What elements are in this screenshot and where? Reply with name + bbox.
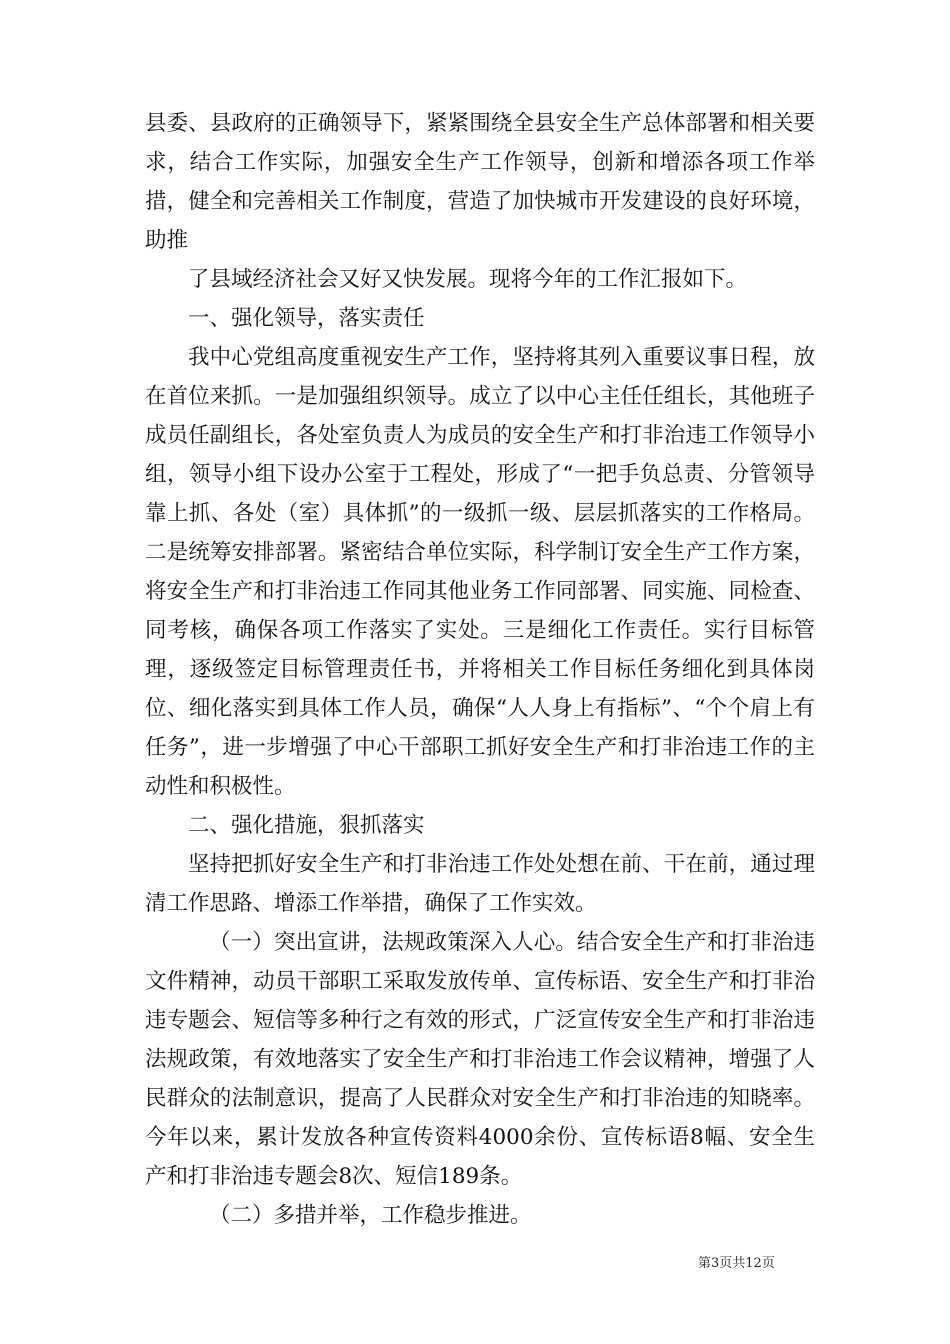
page-number-footer: 第3页共12页 bbox=[698, 1256, 775, 1271]
paragraph-measures-intro: 坚持把抓好安全生产和打非治违工作处处想在前、干在前，通过理清工作思路、增添工作举措，确保了工作实效。 bbox=[145, 852, 815, 916]
document-body bbox=[145, 104, 815, 1235]
paragraph-leadership: 我中心党组高度重视安生产工作，坚持将其列入重要议事日程，放在首位来抓。一是加强组织领导。成立了以中心主任任组长，其他班子成员任副组长，各处室负责人为成员的安全生产和打非治违工作领导小组，领导小组下设办公室于工程处，形成了“一把手负总责、分管领导靠上抓、各处（室）具体抓”的一级抓一级、层层抓落实的工作格局。二是统筹安排部署。紧密结合单位实际，科学制订安全生产工作方案，将安全生产和打非治违工作同其他业务工作同部署、同实施、同检查、同考核，确保各项工作落实了实处。三是细化工作责任。实行目标管理，逐级签定目标管理责任书，并将相关工作目标任务细化到具体岗位、细化落实到具体工作人员，确保“人人身上有指标”、“个个肩上有任务”，进一步增强了中心干部职工抓好安全生产和打非治违工作的主动性和积极性。 bbox=[145, 345, 815, 799]
section-heading-1: 一、强化领导，落实责任 bbox=[188, 306, 425, 331]
paragraph-intro-end: 了县域经济社会又好又快发展。现将今年的工作汇报如下。 bbox=[188, 267, 748, 292]
paragraph-intro-continued: 县委、县政府的正确领导下，紧紧围绕全县安全生产总体部署和相关要求，结合工作实际，加强安全生产工作领导，创新和增添各项工作举措，健全和完善相关工作制度，营造了加快城市开发建设的良好环境，助推 bbox=[145, 111, 815, 253]
paragraph-subsection-1: （一）突出宣讲，法规政策深入人心。结合安全生产和打非治违文件精神，动员干部职工采取发放传单、宣传标语、安全生产和打非治违专题会、短信等多种行之有效的形式，广泛宣传安全生产和打非治违法规政策，有效地落实了安全生产和打非治违工作会议精神，增强了人民群众的法制意识，提高了人民群众对安全生产和打非治违的知晓率。今年以来，累计发放各种宣传资料4000余份、宣传标语8幅、安全生产和打非治违专题会8次、短信189条。 bbox=[145, 930, 815, 1189]
paragraph-subsection-2-heading: （二）多措并举，工作稳步推进。 bbox=[209, 1203, 532, 1228]
section-heading-2: 二、强化措施，狠抓落实 bbox=[188, 813, 425, 838]
